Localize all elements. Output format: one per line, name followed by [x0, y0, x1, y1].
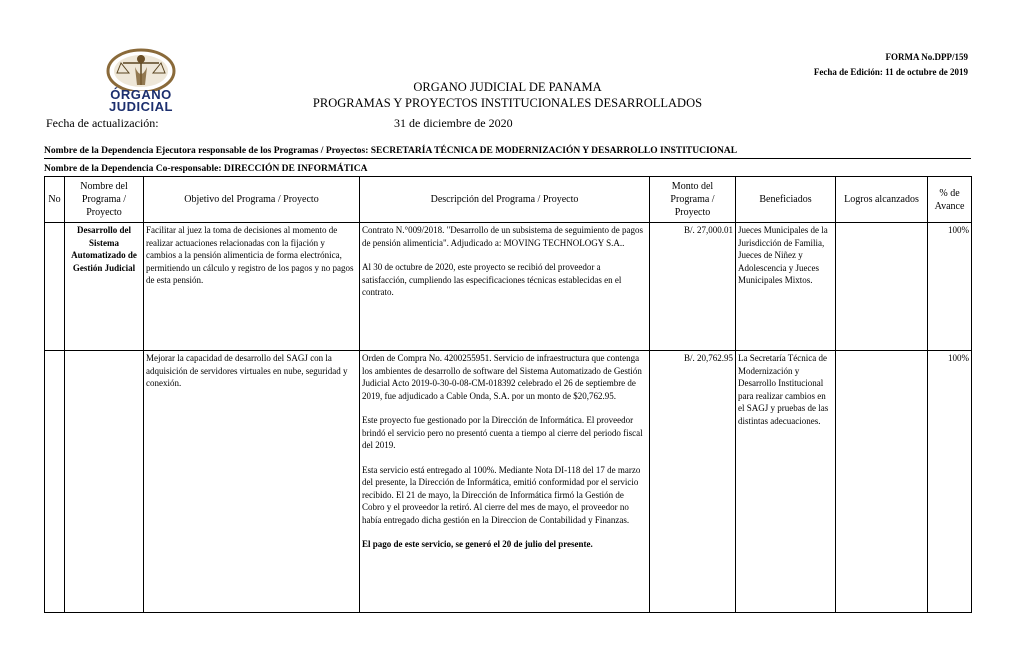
cell-no: [45, 223, 65, 351]
descripcion-paragraph: Al 30 de octubre de 2020, este proyecto se recibió del proveedor a satisfacción, cumpliendo las especificaciones técnicas establecidas en el contrato.: [362, 262, 622, 297]
descripcion-paragraph: Esta servicio está entregado al 100%. Mediante Nota DI-118 del 17 de marzo del presente, la Dirección de Informática, emitió conformidad por el servicio recibido. El 21 de mayo, la Dirección de Informática firmó la Gestión de Cobro y el proveedor la retiró. Al cierre del mes de mayo, el proveedor no había entregado dicha gestión en la Direccion de Contabilidad y Finanzas.: [362, 464, 641, 525]
col-header-beneficiados: Beneficiados: [736, 177, 836, 223]
cell-avance: 100%: [928, 351, 972, 613]
update-date-value: 31 de diciembre de 2020: [394, 116, 513, 130]
divider: [44, 158, 971, 159]
update-date-label: Fecha de actualización:: [46, 116, 159, 130]
cell-beneficiados: La Secretaría Técnica de Modernización y Desarrollo Institucional para realizar cambios en el SAGJ y pruebas de las distintas adecuaciones.: [736, 351, 836, 613]
cell-logros: [836, 223, 928, 351]
executing-dependency: Nombre de la Dependencia Ejecutora responsable de los Programas / Proyectos: SECRETARÍA TÉCNICA DE MODERNIZACIÓN Y DESARROLLO INSTITUCIONAL: [44, 146, 738, 156]
cell-objetivo: Mejorar la capacidad de desarrollo del SAGJ con la adquisición de servidores virtuales en nube, seguridad y conexión.: [144, 351, 360, 613]
document-subtitle: PROGRAMAS Y PROYECTOS INSTITUCIONALES DESARROLLADOS: [312, 96, 703, 110]
cell-no: [45, 351, 65, 613]
descripcion-paragraph-bold: El pago de este servicio, se generó el 20 de julio del presente.: [362, 539, 593, 549]
cell-objetivo: Facilitar al juez la toma de decisiones al momento de realizar actuaciones relacionadas con la fijación y cambios a la pensión alimenticia de forma electrónica, permitiendo un cálculo y registro de los pagos y no pagos de esta pensión.: [144, 223, 360, 351]
cell-program-name-cont: [65, 351, 144, 613]
cell-descripcion: [360, 223, 650, 351]
cell-program-name: Desarrollo del Sistema Automatizado de Gestión Judicial: [65, 223, 144, 351]
table-header-row: [45, 177, 972, 223]
descripcion-paragraph: Orden de Compra No. 4200255951. Servicio de infraestructura que contenga los ambientes de desarrollo de software del Sistema Automatizado de Gestión Judicial Acto 2019-0-30-0-08-CM-018392 celebrado el 26 de septiembre de 2019, fue adjudicado a Cable Onda, S.A. por un monto de $20,762.95.: [362, 353, 642, 401]
cell-beneficiados: Jueces Municipales de la Jurisdicción de Familia, Jueces de Niñez y Adolescencia y Jueces Municipales Mixtos.: [736, 223, 836, 351]
table-row: [45, 351, 972, 613]
descripcion-paragraph: Este proyecto fue gestionado por la Dirección de Informática. El proveedor brindó el servicio pero no presentó cuenta a tiempo al cierre del periodo fiscal del 2019.: [362, 415, 643, 450]
col-header-no: No: [45, 177, 65, 223]
projects-table: [44, 176, 972, 613]
descripcion-paragraph: Contrato N.°009/2018. "Desarrollo de un subsistema de seguimiento de pagos de pensión alimenticia". Adjudicado a: MOVING TECHNOLOGY S.A..: [362, 225, 643, 248]
form-number: FORMA No.DPP/159: [885, 52, 968, 62]
logo-text-organo: ÓRGANO: [110, 87, 172, 102]
cell-avance: 100%: [928, 223, 972, 351]
table-row: [45, 223, 972, 351]
logo-text-judicial: JUDICIAL: [109, 99, 173, 114]
cell-monto: B/. 20,762.95: [650, 351, 736, 613]
cell-descripcion: [360, 351, 650, 613]
cell-logros: [836, 351, 928, 613]
document-title: ORGANO JUDICIAL DE PANAMA: [413, 80, 602, 94]
edition-date: Fecha de Edición: 11 de octubre de 2019: [813, 67, 968, 77]
col-header-descripcion: Descripción del Programa / Proyecto: [360, 177, 650, 223]
col-header-objetivo: Objetivo del Programa / Proyecto: [144, 177, 360, 223]
col-header-monto: Monto del Programa / Proyecto: [650, 177, 736, 223]
cell-monto: B/. 27,000.01: [650, 223, 736, 351]
col-header-logros: Logros alcanzados: [836, 177, 928, 223]
co-responsible-dependency: Nombre de la Dependencia Co-responsable: DIRECCIÓN DE INFORMÁTICA: [44, 164, 368, 174]
col-header-nombre: Nombre del Programa / Proyecto: [65, 177, 144, 223]
col-header-avance: % de Avance: [928, 177, 972, 223]
